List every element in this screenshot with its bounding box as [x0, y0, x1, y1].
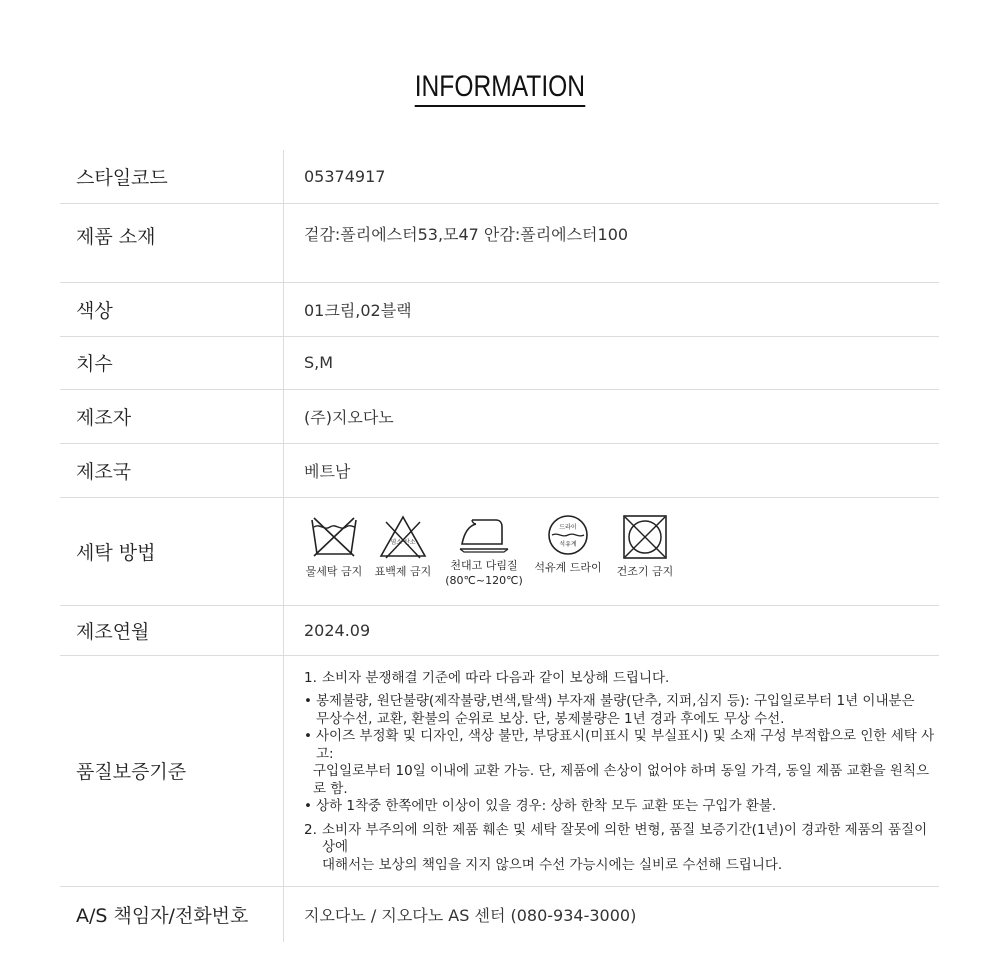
wash-item-4	[526, 514, 610, 575]
row-country	[60, 443, 939, 497]
color-label: 색상	[60, 282, 284, 336]
quality-item-1-text: 소비자 분쟁해결 기준에 따라 다음과 같이 보상해 드립니다.	[322, 669, 670, 686]
size-label: 치수	[60, 336, 284, 389]
wash-item-5	[610, 514, 680, 579]
row-as	[60, 887, 939, 942]
washing-icons-cell	[284, 497, 940, 605]
quality-item-2-l2: 대해서는 보상의 책임을 지지 않으며 수선 가능시에는 실비로 수선해 드립니다.	[322, 856, 783, 873]
wash-caption-3-line1: 천대고 다림질	[450, 559, 518, 572]
wash-caption-4: 석유계 드라이	[534, 561, 602, 574]
quality-label: 품질보증기준	[60, 655, 284, 887]
row-washing	[60, 497, 939, 605]
style-code-label: 스타일코드	[60, 150, 284, 203]
quality-item-2	[304, 822, 939, 875]
wash-caption-3	[445, 558, 523, 588]
wash-item-1	[304, 514, 364, 579]
quality-bullet-3-l1: 상하 1착중 한쪽에만 이상이 있을 경우: 상하 한착 모두 교환 또는 구입가 환불.	[316, 798, 777, 814]
quality-text	[304, 656, 939, 887]
no-bleach-inner-text: 염소·산소	[390, 539, 416, 546]
wash-caption-1: 물세탁 금지	[305, 565, 363, 578]
page-title: INFORMATION	[415, 70, 585, 107]
date-label: 제조연월	[60, 605, 284, 655]
row-material	[60, 203, 939, 282]
size-value: S,M	[304, 353, 334, 372]
maker-value: (주)지오다노	[304, 407, 394, 427]
as-value: 지오다노 / 지오다노 AS 센터 (080-934-3000)	[304, 905, 637, 925]
title-wrap	[0, 70, 1000, 107]
quality-bullet-2-l1: 사이즈 부정확 및 디자인, 색상 불만, 부당표시(미표시 및 부실표시) 및 소재 구성 부적합으로 인한 세탁 사고:	[316, 728, 935, 762]
quality-item-1	[304, 670, 939, 688]
quality-bullet-3: • 상하 1착중 한쪽에만 이상이 있을 경우: 상하 한착 모두 교환 또는 구입가 환불.	[304, 798, 777, 814]
dry-inner-top: 드라이	[559, 524, 577, 531]
iron-with-cloth-icon	[458, 514, 510, 554]
quality-bullet-2-l2: 구입일로부터 10일 이내에 교환 가능. 단, 제품에 손상이 없어야 하며 동일 가격, 동일 제품 교환을 원칙으로 함.	[313, 763, 930, 797]
date-value: 2024.09	[304, 620, 371, 640]
as-label: A/S 책임자/전화번호	[60, 887, 284, 942]
material-label: 제품 소재	[60, 203, 284, 282]
row-size	[60, 336, 939, 389]
quality-bullet-1: • 봉제불량, 원단불량(제작불량,변색,탈색) 부자재 불량(단추, 지퍼,심지 등): 구입일로부터 1년 이내분은 무상수선, 교환, 환불의 순위로 보상. 단, 봉제불량은 1년 경과 후에도 무상 수선.	[304, 693, 915, 727]
quality-bullet-1-l1: 봉제불량, 원단불량(제작불량,변색,탈색) 부자재 불량(단추, 지퍼,심지 등): 구입일로부터 1년 이내분은	[316, 693, 915, 709]
row-color	[60, 282, 939, 336]
washing-icons	[304, 514, 939, 588]
quality-bullet-1-l2: 무상수선, 교환, 환불의 순위로 보상. 단, 봉제불량은 1년 경과 후에도 무상 수선.	[316, 710, 785, 727]
quality-item-2-l1: 소비자 부주의에 의한 제품 훼손 및 세탁 잘못에 의한 변형, 품질 보증기간(1년)이 경과한 제품의 품질이상에	[322, 821, 928, 855]
info-table	[60, 150, 939, 942]
maker-label: 제조자	[60, 389, 284, 443]
quality-item-1-num: 1.	[304, 669, 317, 686]
row-date	[60, 605, 939, 655]
material-value: 겉감:폴리에스터53,모47 안감:폴리에스터100	[304, 224, 629, 244]
country-value: 베트남	[304, 461, 351, 481]
wash-caption-5: 건조기 금지	[616, 565, 674, 578]
quality-item-2-num: 2.	[304, 821, 317, 838]
wash-caption-2: 표백제 금지	[374, 565, 432, 578]
dry-inner-bottom: 석유계	[559, 541, 577, 548]
row-maker	[60, 389, 939, 443]
petroleum-dry-clean-icon	[546, 514, 590, 556]
no-bleach-icon	[378, 514, 428, 560]
style-code-value: 05374917	[304, 166, 386, 186]
row-style-code	[60, 150, 939, 203]
wash-item-3	[442, 514, 526, 588]
washing-label: 세탁 방법	[60, 497, 284, 605]
row-quality	[60, 655, 939, 887]
no-water-wash-icon	[310, 514, 358, 560]
color-value: 01크림,02블랙	[304, 300, 412, 320]
no-tumble-dry-icon	[622, 514, 668, 560]
wash-caption-3-line2: (80℃~120℃)	[445, 574, 523, 587]
country-label: 제조국	[60, 443, 284, 497]
quality-cell	[284, 655, 940, 887]
wash-item-2	[364, 514, 442, 579]
quality-bullet-2: • 사이즈 부정확 및 디자인, 색상 불만, 부당표시(미표시 및 부실표시) 및 소재 구성 부적합으로 인한 세탁 사고: 구입일로부터 10일 이내에 교환 가능. 단, 제품에 손상이 없어야 하며 동일 가격, 동일 제품 교환을 원칙으로 함.	[304, 728, 939, 798]
